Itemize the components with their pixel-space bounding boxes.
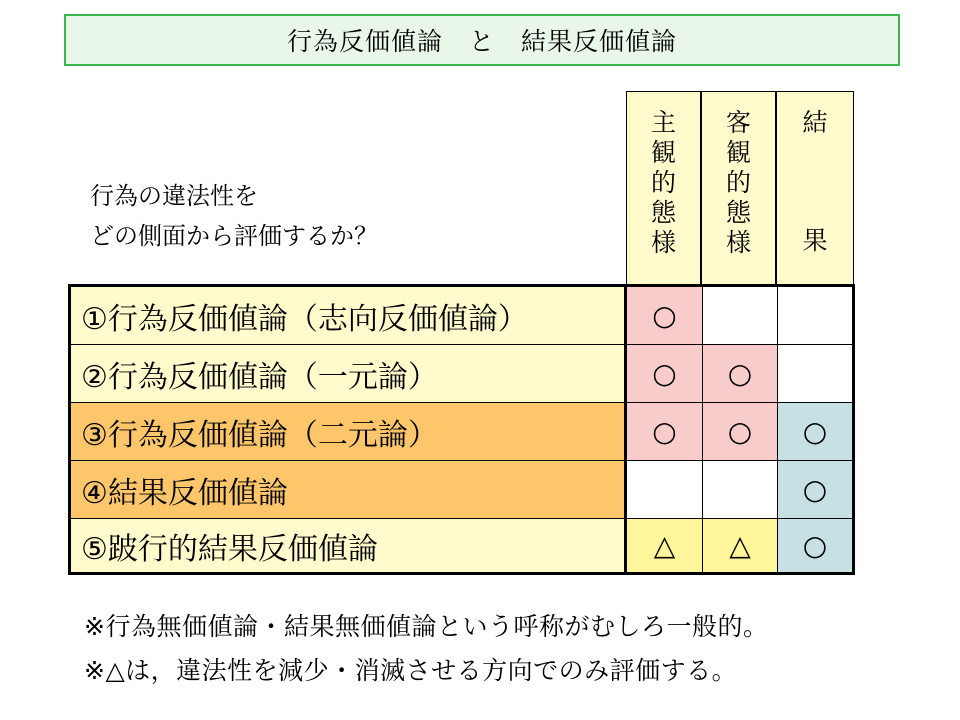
table-bottom-border (68, 572, 855, 575)
question-line-2: どの側面から評価するか？ (90, 222, 378, 250)
cell-result: ○ (777, 519, 855, 572)
header-char: 態 (725, 198, 751, 227)
header-char: 様 (725, 228, 751, 257)
header-char: 結 (802, 108, 828, 137)
column-header-subjective (626, 91, 701, 286)
cell-result: ○ (777, 461, 855, 519)
header-char: 客 (725, 108, 751, 137)
row-label: ⑤跛行的結果反価値論 (68, 519, 624, 572)
cell-result (777, 345, 855, 403)
cell-subjective (624, 461, 702, 519)
row-label: ③行為反価値論（二元論） (68, 403, 624, 461)
table-row (68, 345, 855, 403)
table-row (68, 519, 855, 572)
table-row (68, 403, 855, 461)
page-title: 行為反価値論 と 結果反価値論 (64, 14, 900, 66)
column-header-objective (701, 91, 776, 286)
cell-objective: △ (702, 519, 777, 572)
cell-objective: ○ (702, 403, 777, 461)
table-row (68, 461, 855, 519)
table-row (68, 287, 855, 345)
cell-objective: ○ (702, 345, 777, 403)
cell-result: ○ (777, 403, 855, 461)
header-char: 観 (650, 138, 676, 167)
column-header-result (776, 91, 854, 286)
header-char: 主 (650, 108, 676, 137)
cell-subjective: ○ (624, 403, 702, 461)
cell-subjective: ○ (624, 287, 702, 345)
cell-result (777, 287, 855, 345)
cell-subjective: ○ (624, 345, 702, 403)
footnote-2: ※△は，違法性を減少・消滅させる方向でのみ評価する。 (84, 656, 738, 685)
header-char: 態 (650, 198, 676, 227)
header-char: 的 (650, 168, 676, 197)
question-text (90, 176, 378, 256)
footnote-1: ※行為無価値論・結果無価値論という呼称がむしろ一般的。 (84, 612, 769, 641)
header-char: 的 (725, 168, 751, 197)
header-char: 様 (650, 228, 676, 257)
row-label: ④結果反価値論 (68, 461, 624, 519)
cell-objective (702, 461, 777, 519)
header-char: 観 (725, 138, 751, 167)
question-line-1: 行為の違法性を (90, 182, 258, 210)
cell-objective (702, 287, 777, 345)
header-char: 果 (802, 226, 828, 255)
row-label: ②行為反価値論（一元論） (68, 345, 624, 403)
cell-subjective: △ (624, 519, 702, 572)
row-label: ①行為反価値論（志向反価値論） (68, 287, 624, 345)
